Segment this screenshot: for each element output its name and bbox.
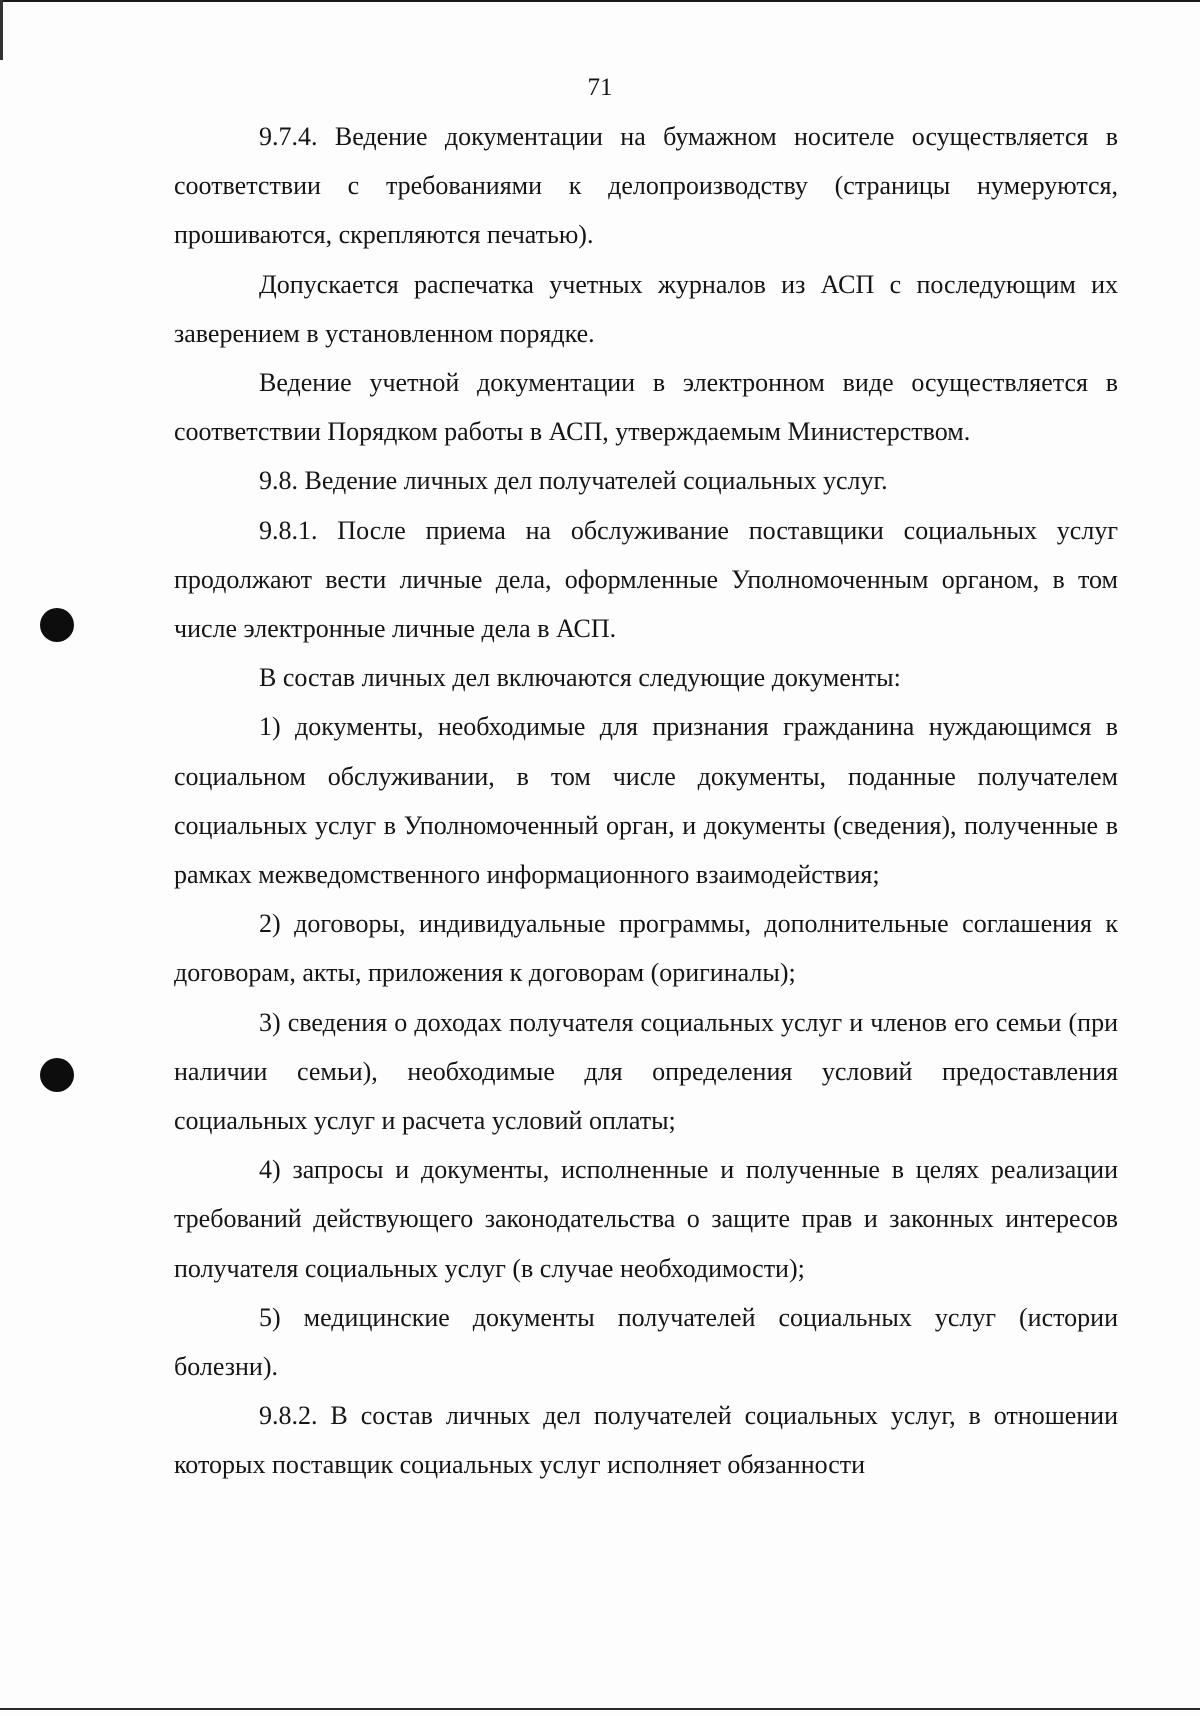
punch-hole-mark	[40, 608, 74, 642]
list-item-4: 4) запросы и документы, исполненные и полученные в целях реализации требований действующего законодательства о защите прав и законных интересов получателя социальных услуг (в случае необходимости);	[174, 1155, 1118, 1283]
punch-hole-mark	[40, 1058, 74, 1092]
paragraph-electronic-records: Ведение учетной документации в электронном виде осуществляется в соответствии Порядком работы в АСП, утверждаемым Министерством.	[174, 368, 1118, 447]
list-item-3: 3) сведения о доходах получателя социальных услуг и членов его семьи (при наличии семьи), необходимые для определения условий предоставления социальных услуг и расчета условий оплаты;	[174, 1007, 1118, 1136]
paragraph-9-8-2: 9.8.2. В состав личных дел получателей социальных услуг, в отношении которых поставщик социальных услуг исполняет обязанности	[174, 1401, 1118, 1480]
paragraph-9-8-heading: 9.8. Ведение личных дел получателей социальных услуг.	[259, 466, 888, 496]
page-number: 71	[587, 74, 613, 101]
list-item-5: 5) медицинские документы получателей социальных услуг (истории болезни).	[174, 1302, 1118, 1382]
paragraph-9-8-1: 9.8.1. После приема на обслуживание поставщики социальных услуг продолжают вести личные дела, оформленные Уполномоченным органом, в том числе электронные личные дела в АСП.	[174, 515, 1118, 644]
paragraph-list-intro: В состав личных дел включаются следующие документы:	[259, 663, 901, 693]
list-item-1: 1) документы, необходимые для признания гражданина нуждающимся в социальном обслуживании, в том числе документы, поданные получателем социальных услуг в Уполномоченный орган, и документы (сведения), полученные в рамках межведомственного информационного взаимодействия;	[174, 712, 1118, 890]
paragraph-9-7-4: 9.7.4. Ведение документации на бумажном носителе осуществляется в соответствии с требованиями к делопроизводству (страницы нумеруются, прошиваются, скрепляются печатью).	[174, 122, 1118, 250]
scan-border-bottom	[0, 1708, 1200, 1710]
paragraph-printout: Допускается распечатка учетных журналов из АСП с последующим их заверением в установленном порядке.	[174, 269, 1118, 348]
list-item-2: 2) договоры, индивидуальные программы, дополнительные соглашения к договорам, акты, приложения к договорам (оригиналы);	[174, 909, 1118, 988]
document-body	[174, 112, 1118, 1490]
scan-border-top	[0, 0, 1200, 2]
scan-border-left	[0, 0, 3, 60]
